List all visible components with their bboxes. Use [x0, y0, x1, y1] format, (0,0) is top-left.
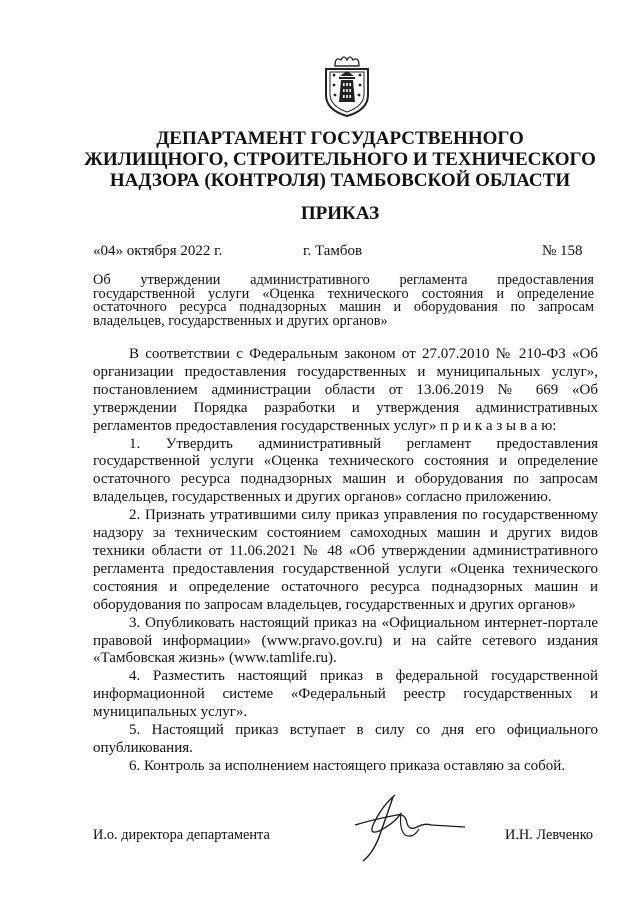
signatory-position: И.о. директора департамента: [93, 827, 270, 843]
order-item-6: 6. Контроль за исполнением настоящего приказа оставляю за собой.: [129, 757, 566, 774]
order-city: г. Тамбов: [303, 243, 363, 259]
preamble-paragraph: В соответствии с Федеральным законом от 27.07.2010 № 210-ФЗ «Об организации предоставления государственных и муниципальных услуг», постановлением администрации области от 13.06.2019 № 669 «Об утверждении Порядка разработки и утверждения административных регламентов предоставления государственных услуг» п р и к а з ы в а ю:: [93, 346, 598, 434]
signatory-name: И.Н. Левченко: [505, 827, 594, 843]
order-item-5: 5. Настоящий приказ вступает в силу со дня его официального опубликования.: [93, 722, 598, 756]
department-line: ЖИЛИЩНОГО, СТРОИТЕЛЬНОГО И ТЕХНИЧЕСКОГО: [84, 149, 596, 170]
order-subject: Об утверждении административного регламента предоставления государственной услуги «Оценка технического состояния и определение остаточного ресурса поднадзорных машин и оборудования по запросам владельцев, государственных и других органов»: [93, 272, 594, 329]
department-line: НАДЗОРА (КОНТРОЛЯ) ТАМБОВСКОЙ ОБЛАСТИ: [109, 170, 571, 191]
department-name: [60, 128, 620, 191]
department-line: ДЕПАРТАМЕНТ ГОСУДАРСТВЕННОГО: [156, 128, 524, 149]
order-item-4: 4. Разместить настоящий приказ в федеральной государственной информационной системе «Федеральный реестр государственных и муниципальных услуг».: [93, 668, 598, 721]
document-type: ПРИКАЗ: [300, 203, 380, 224]
order-body: [93, 346, 598, 776]
order-item-3: 3. Опубликовать настоящий приказ на «Официальном интернет-портале правовой информации» (www.pravo.gov.ru) и на сайте сетевого издания «Тамбовская жизнь» (www.tamlife.ru).: [93, 614, 598, 667]
coat-of-arms-icon: [318, 52, 376, 118]
order-number: № 158: [542, 243, 583, 259]
order-date: «04» октября 2022 г.: [93, 243, 223, 259]
signature-icon: [335, 785, 475, 865]
order-item-2: 2. Признать утратившими силу приказ управления по государственному надзору за техническим состоянием самоходных машин и других видов техники области от 11.06.2021 № 48 «Об утверждении административного регламента предоставления государственной услуги «Оценка технического состояния и определение остаточного ресурса поднадзорных машин и оборудования по запросам владельцев, государственных и других органов»: [93, 507, 598, 613]
order-item-1: 1. Утвердить административный регламент предоставления государственной услуги «Оценка технического состояния и определение остаточного ресурса поднадзорных машин и оборудования по запросам владельцев, государственных и других органов» согласно приложению.: [93, 435, 598, 506]
